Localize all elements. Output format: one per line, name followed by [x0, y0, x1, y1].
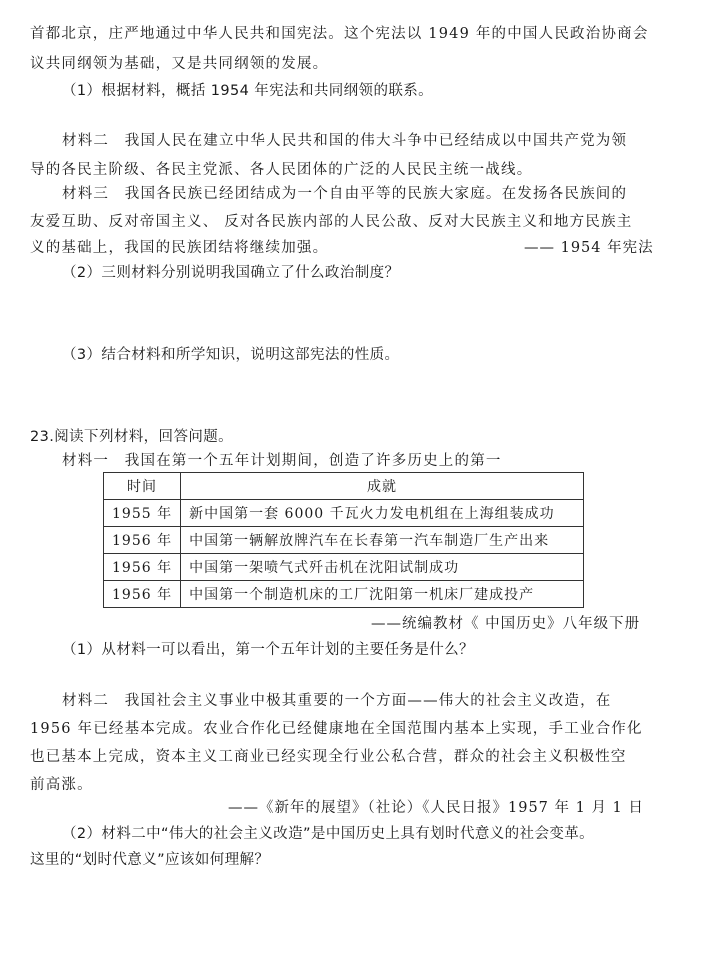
q23-table-source: ——统编教材《 中国历史》八年级下册: [371, 616, 641, 632]
table-header-time: 时间: [104, 473, 181, 500]
q22-sub-question-3: （3）结合材料和所学知识，说明这部宪法的性质。: [62, 347, 400, 363]
intro-line-1: 首都北京，庄严地通过中华人民共和国宪法。这个宪法以 1949 年的中国人民政治协商会: [30, 26, 649, 42]
table-cell-year: 1955 年: [104, 500, 181, 527]
q23-material-2-line-2: 1956 年已经基本完成。农业合作化已经健康地在全国范围内基本上实现，手工业合作化: [30, 721, 643, 737]
table-cell-achievement: 中国第一架喷气式歼击机在沈阳试制成功: [181, 554, 584, 581]
q23-title: 23.阅读下列材料，回答问题。: [30, 429, 234, 445]
table-header-row: [104, 473, 584, 500]
q22-sub-question-1: （1）根据材料，概括 1954 年宪法和共同纲领的联系。: [62, 83, 434, 99]
q23-material-2-line-1: 材料二 我国社会主义事业中极其重要的一个方面——伟大的社会主义改造，在: [62, 693, 612, 709]
table-cell-year: 1956 年: [104, 527, 181, 554]
achievements-table: [103, 472, 584, 608]
q22-material-3-line-1: 材料三 我国各民族已经团结成为一个自由平等的民族大家庭。在发扬各民族间的: [62, 186, 628, 202]
q22-sub-question-2: （2）三则材料分别说明我国确立了什么政治制度？: [62, 265, 400, 281]
table-cell-year: 1956 年: [104, 554, 181, 581]
table-cell-achievement: 中国第一个制造机床的工厂沈阳第一机床厂建成投产: [181, 581, 584, 608]
table-cell-achievement: 中国第一辆解放牌汽车在长春第一汽车制造厂生产出来: [181, 527, 584, 554]
table-cell-achievement: 新中国第一套 6000 千瓦火力发电机组在上海组装成功: [181, 500, 584, 527]
q22-material-3-source: —— 1954 年宪法: [524, 240, 654, 256]
q23-material-2-line-3: 也已基本上完成，资本主义工商业已经实现全行业公私合营，群众的社会主义积极性空: [30, 749, 627, 765]
table-header-achievement: 成就: [181, 473, 584, 500]
table-row: [104, 527, 584, 554]
q23-sub-question-2-line-1: （2）材料二中“伟大的社会主义改造”是中国历史上具有划时代意义的社会变革。: [62, 826, 595, 842]
q22-material-2-line-1: 材料二 我国人民在建立中华人民共和国的伟大斗争中已经结成以中国共产党为领: [62, 133, 628, 149]
table-row: [104, 581, 584, 608]
intro-line-2: 议共同纲领为基础，又是共同纲领的发展。: [30, 56, 329, 72]
q23-material-1-intro: 材料一 我国在第一个五年计划期间，创造了许多历史上的第一: [62, 453, 502, 469]
q22-material-3-line-3: 义的基础上，我国的民族团结将继续加强。: [30, 240, 329, 256]
q22-material-2-line-2: 导的各民主阶级、各民主党派、各人民团体的广泛的人民民主统一战线。: [30, 162, 533, 178]
q23-sub-question-1: （1）从材料一可以看出，第一个五年计划的主要任务是什么？: [62, 642, 474, 658]
q23-material-2-source: ——《新年的展望》（社论）《人民日报》1957 年 1 月 1 日: [228, 800, 644, 816]
table-row: [104, 554, 584, 581]
q22-material-3-line-2: 友爱互助、反对帝国主义、 反对各民族内部的人民公敌、反对大民族主义和地方民族主: [30, 214, 633, 230]
q23-material-2-line-4: 前高涨。: [30, 777, 93, 793]
table-cell-year: 1956 年: [104, 581, 181, 608]
table-row: [104, 500, 584, 527]
q23-sub-question-2-line-2: 这里的“划时代意义”应该如何理解？: [30, 852, 270, 868]
